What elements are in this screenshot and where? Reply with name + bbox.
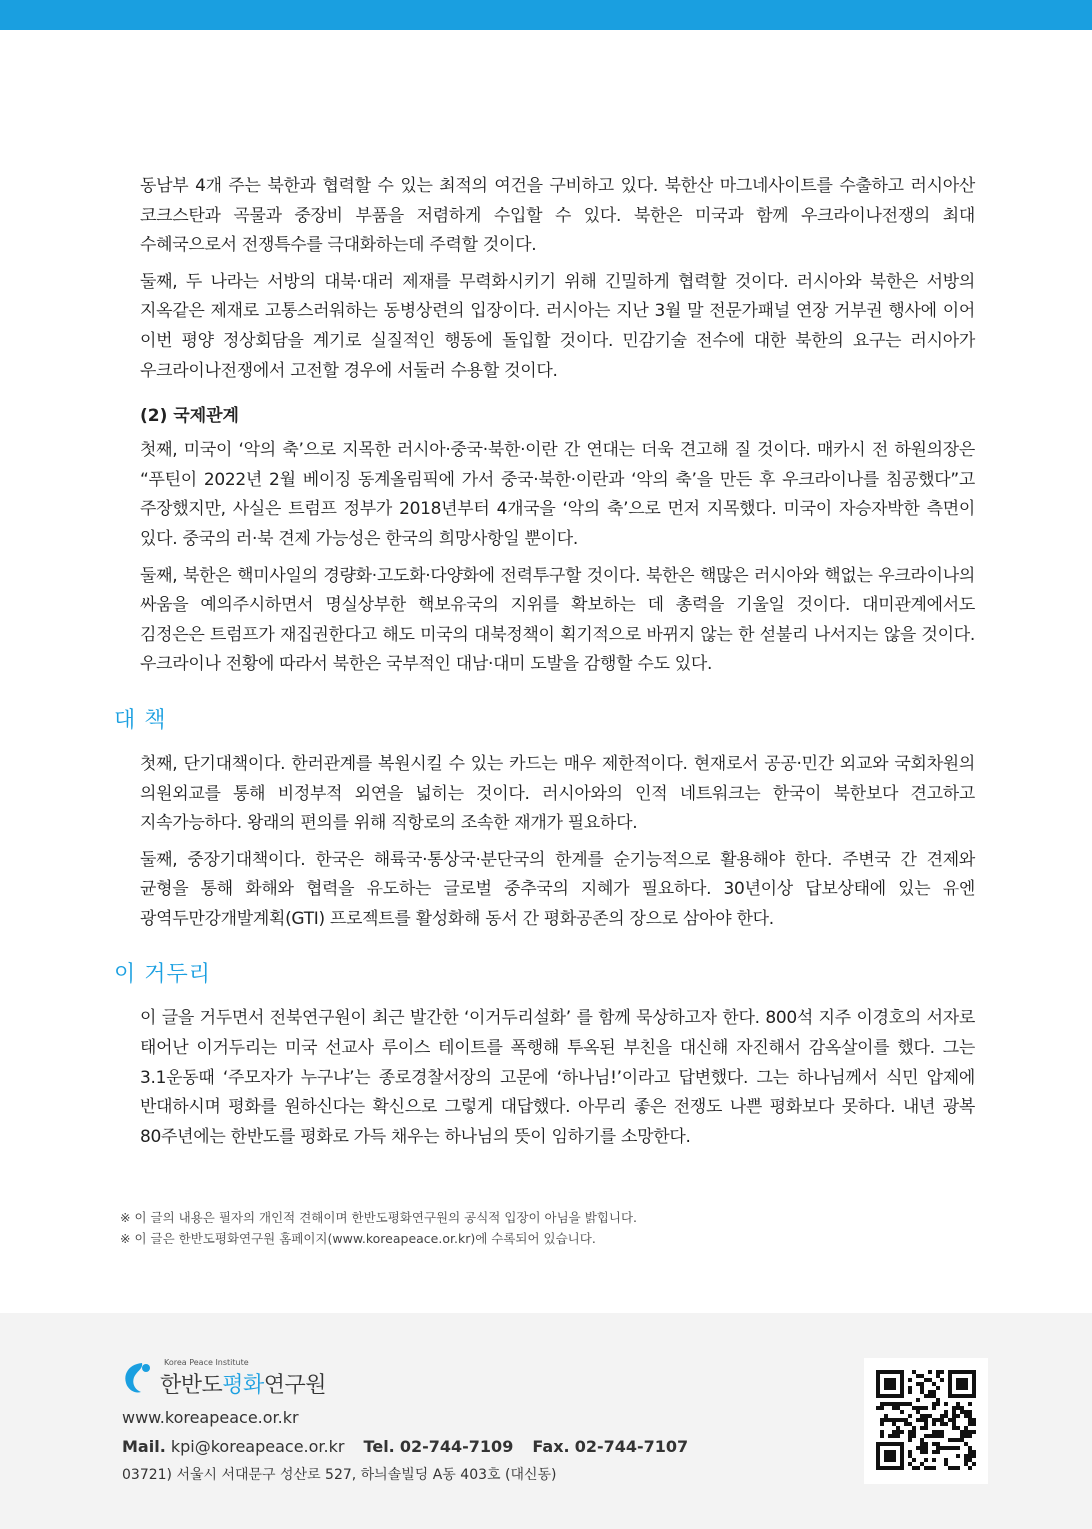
footnotes: [120, 1207, 990, 1249]
paragraph: 동남부 4개 주는 북한과 협력할 수 있는 최적의 여건을 구비하고 있다. 북한산 마그네사이트를 수출하고 러시아산 코크스탄과 곡물과 중장비 부품을 저렴하게 수입할 수 있다. 북한은 미국과 함께 우크라이나전쟁의 최대 수혜국으로서 전쟁특수를 극대화하는데 주력할 것이다.: [140, 176, 975, 256]
page-footer: [0, 1313, 1092, 1529]
tel-number: 02-744-7109: [399, 1437, 514, 1456]
peace-logo-icon: [122, 1361, 156, 1395]
footnote: ※ 이 글의 내용은 필자의 개인적 견해이며 한반도평화연구원의 공식적 입장이 아님을 밝힙니다.: [120, 1210, 638, 1225]
postal-address: 03721) 서울시 서대문구 성산로 527, 하늬솔빌딩 A동 403호 (대신동): [122, 1467, 557, 1483]
fax-label: Fax.: [532, 1437, 570, 1456]
qr-code-icon: [876, 1370, 976, 1470]
paragraph: 둘째, 중장기대책이다. 한국은 해륙국·통상국·분단국의 한계를 순기능적으로 활용해야 한다. 주변국 간 견제와 균형을 통해 화해와 협력을 유도하는 글로벌 중추국의 지혜가 필요하다. 30년이상 답보상태에 있는 유엔 광역두만강개발계획(GTI) 프로젝트를 활성화해 동서 간 평화공존의 장으로 삼아야 한다.: [140, 849, 975, 929]
paragraph: 첫째, 단기대책이다. 한러관계를 복원시킬 수 있는 카드는 매우 제한적이다. 현재로서 공공·민간 외교와 국회차원의 의원외교를 통해 비정부적 외연을 넓히는 것이다. 러시아와의 인적 네트워크는 한국이 북한보다 견고하고 지속가능하다. 왕래의 편의를 위해 직항로의 조속한 재개가 필요하다.: [140, 753, 975, 834]
logo-korean-name: 한반도평화연구원: [160, 1373, 327, 1398]
footnote: ※ 이 글은 한반도평화연구원 홈페이지(www.koreapeace.or.kr)에 수록되어 있습니다.: [120, 1231, 596, 1246]
paragraph: 둘째, 북한은 핵미사일의 경량화·고도화·다양화에 전력투구할 것이다. 북한은 핵많은 러시아와 핵없는 우크라이나의 싸움을 예의주시하면서 명실상부한 핵보유국의 지위를 확보하는 데 총력을 기울일 것이다. 대미관계에서도 김정은은 트럼프가 재집권한다고 해도 미국의 대북정책이 획기적으로 바뀌지 않는 한 섣불리 나서지는 않을 것이다. 우크라이나 전황에 따라서 북한은 국부적인 대남·대미 도발을 감행할 수도 있다.: [140, 565, 975, 675]
subheading-international-relations: (2) 국제관계: [140, 406, 239, 427]
mail-address[interactable]: kpi@koreapeace.or.kr: [170, 1437, 345, 1456]
section-title-measures: 대 책: [114, 707, 167, 733]
paragraph: 이 글을 거두면서 전북연구원이 최근 발간한 ‘이거두리설화’ 를 함께 묵상하고자 한다. 800석 지주 이경호의 서자로 태어난 이거두리는 미국 선교사 루이스 테이트를 폭행해 투옥된 부친을 대신해 자진해서 감옥살이를 했다. 그는 3.1운동때 ‘주모자가 누구냐’는 종로경찰서장의 고문에 ‘하나님!’이라고 답변했다. 그는 하나님께서 식민 압제에 반대하시며 평화를 원하신다는 확신으로 그렇게 대답했다. 아무리 좋은 전쟁도 나쁜 평화보다 못하다. 내년 광복 80주년에는 한반도를 평화로 가득 채우는 하나님의 뜻이 임하기를 소망한다.: [140, 1008, 975, 1147]
paragraph: 둘째, 두 나라는 서방의 대북·대러 제재를 무력화시키기 위해 긴밀하게 협력할 것이다. 러시아와 북한은 서방의 지옥같은 제재로 고통스러워하는 동병상련의 입장이다. 러시아는 지난 3월 말 전문가패널 연장 거부권 행사에 이어 이번 평양 정상회담을 계기로 실질적인 행동에 돌입할 것이다. 민감기술 전수에 대한 북한의 요구는 러시아가 우크라이나전쟁에서 고전할 경우에 서둘러 수용할 것이다.: [140, 271, 975, 381]
tel-label: Tel.: [363, 1437, 395, 1456]
website-link[interactable]: www.koreapeace.or.kr: [122, 1408, 299, 1427]
qr-code[interactable]: [864, 1358, 988, 1484]
contact-line: [122, 1437, 688, 1456]
mail-label: Mail.: [122, 1437, 166, 1456]
logo-english-name: Korea Peace Institute: [164, 1358, 249, 1367]
article-body: [114, 172, 975, 1159]
fax-number: 02-744-7107: [574, 1437, 689, 1456]
paragraph: 첫째, 미국이 ‘악의 축’으로 지목한 러시아·중국·북한·이란 간 연대는 더욱 견고해 질 것이다. 매카시 전 하원의장은 “푸틴이 2022년 2월 베이징 동계올림픽에 가서 중국·북한·이란과 ‘악의 축’을 만든 후 우크라이나를 침공했다”고 주장했지만, 사실은 트럼프 정부가 2018년부터 4개국을 ‘악의 축’으로 먼저 지목했다. 미국이 자승자박한 측면이 있다. 중국의 러·북 견제 가능성은 한국의 희망사항일 뿐이다.: [140, 440, 975, 549]
section-title-closing: 이 거두리: [114, 962, 212, 988]
top-accent-bar: [0, 0, 1092, 30]
